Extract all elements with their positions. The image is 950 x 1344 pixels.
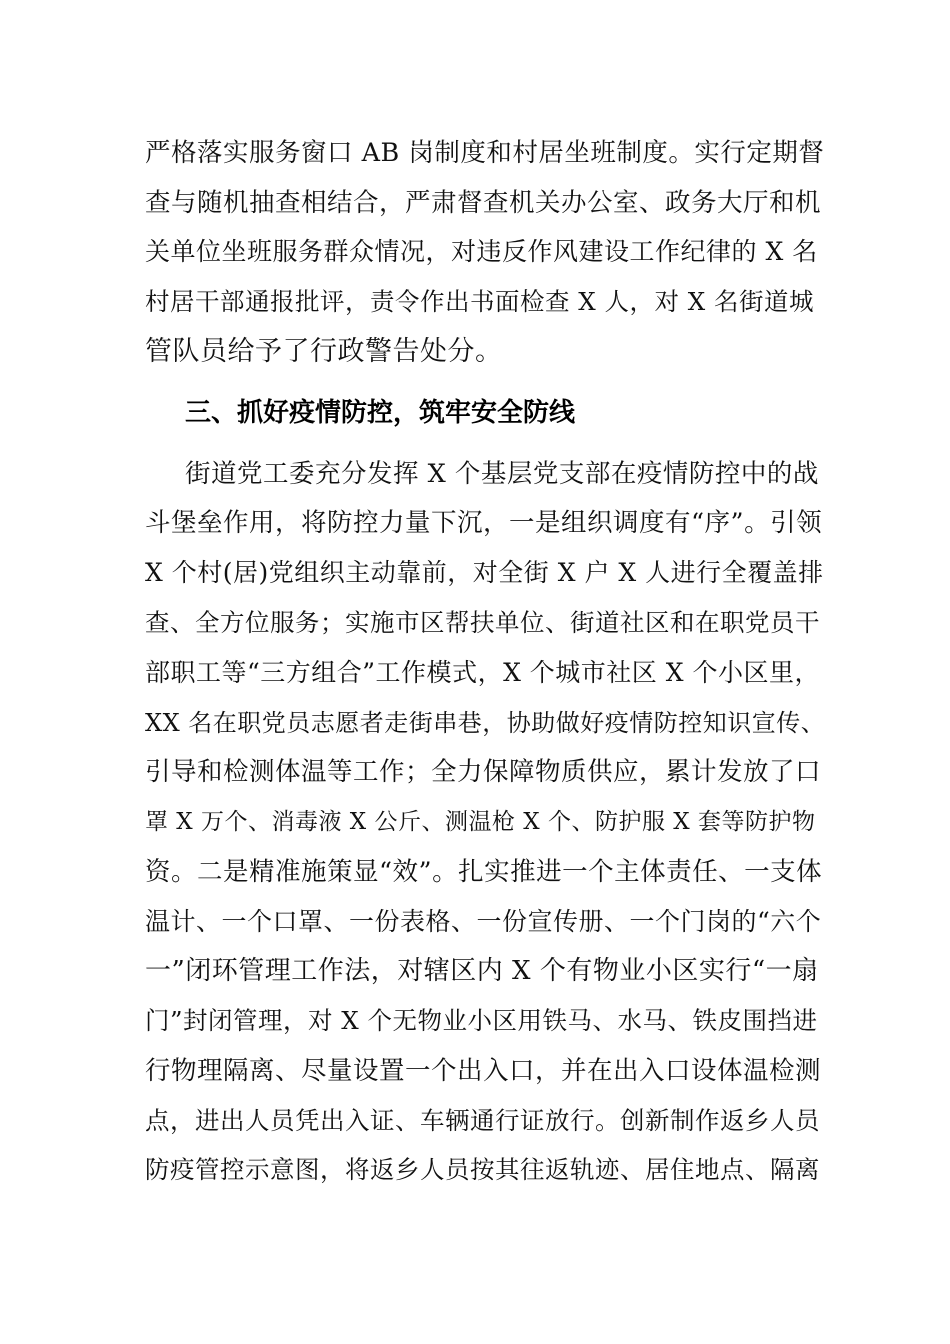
paragraph-2-line-2: 斗堡垒作用，将防控力量下沉，一是组织调度有“序”。引领: [145, 508, 823, 538]
paragraph-1-line-5: 管队员给予了行政警告处分。: [145, 336, 503, 367]
paragraph-2-line-11: 一”闭环管理工作法，对辖区内 X 个有物业小区实行“一扇: [145, 956, 819, 986]
paragraph-2-line-1: 街道党工委充分发挥 X 个基层党支部在疫情防控中的战: [185, 459, 819, 489]
paragraph-2-line-4: 查、全方位服务；实施市区帮扶单位、街道社区和在职党员干: [145, 608, 820, 637]
paragraph-2-line-12: 门”封闭管理，对 X 个无物业小区用铁马、水马、铁皮围挡进: [145, 1006, 818, 1035]
paragraph-1-line-2: 查与随机抽查相结合，严肃督查机关办公室、政务大厅和机: [145, 188, 822, 218]
paragraph-2-line-13: 行物理隔离、尽量设置一个出入口，并在出入口设体温检测: [145, 1056, 822, 1086]
section-heading: 三、抓好疫情防控，筑牢安全防线: [185, 398, 576, 428]
paragraph-2-line-5: 部职工等“三方组合”工作模式，X 个城市社区 X 个小区里，: [145, 658, 820, 687]
paragraph-2-line-10: 温计、一个口罩、一份表格、一份宣传册、一个门岗的“六个: [145, 907, 822, 936]
paragraph-2-line-9: 资。二是精准施策显“效”。扎实推进一个主体责任、一支体: [145, 857, 823, 887]
paragraph-1-line-1: 严格落实服务窗口 AB 岗制度和村居坐班制度。实行定期督: [145, 138, 825, 168]
paragraph-2-line-3: X 个村(居)党组织主动靠前，对全街 X 户 X 人进行全覆盖排: [145, 558, 824, 587]
paragraph-2-line-7: 引导和检测体温等工作；全力保障物质供应，累计发放了口: [145, 757, 822, 787]
paragraph-2-line-14: 点，进出人员凭出入证、车辆通行证放行。创新制作返乡人员: [145, 1106, 820, 1135]
paragraph-1-line-4: 村居干部通报批评，责令作出书面检查 X 人，对 X 名街道城: [145, 287, 815, 316]
paragraph-1-line-3: 关单位坐班服务群众情况，对违反作风建设工作纪律的 X 名: [145, 237, 818, 266]
paragraph-2-line-6: XX 名在职党员志愿者走街串巷，协助做好疫情防控知识宣传、: [145, 709, 826, 737]
paragraph-2-line-15: 防疫管控示意图，将返乡人员按其往返轨迹、居住地点、隔离: [145, 1155, 820, 1184]
paragraph-2-line-8: 罩 X 万个、消毒液 X 公斤、测温枪 X 个、防护服 X 套等防护物: [145, 809, 816, 835]
